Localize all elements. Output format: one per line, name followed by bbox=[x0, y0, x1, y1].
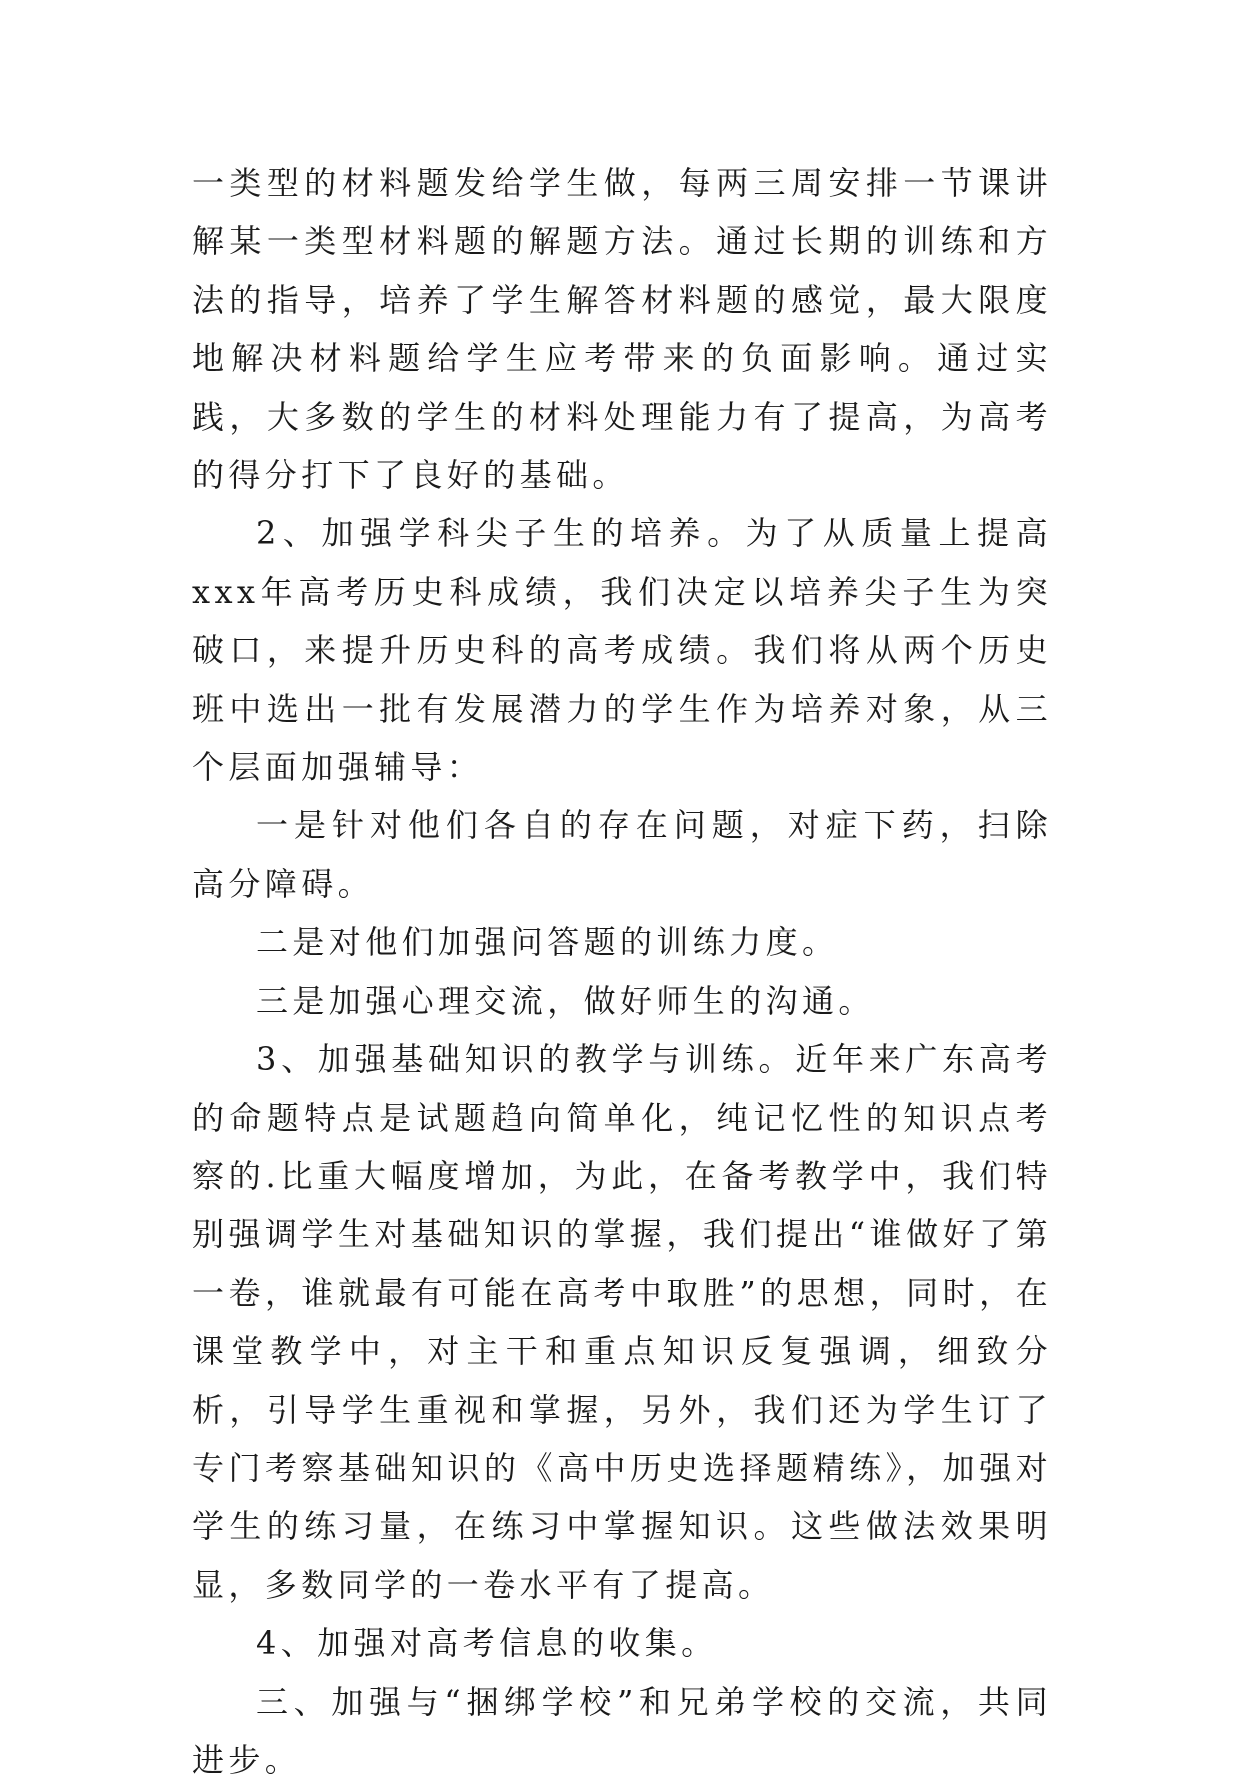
paragraph-item-4: 4、加强对高考信息的收集。 bbox=[256, 1624, 718, 1663]
section-heading-3: 三、加强与“捆绑学校”和兄弟学校的交流，共同进步。 bbox=[192, 1682, 1052, 1779]
paragraph-subitem-3: 三是加强心理交流，做好师生的沟通。 bbox=[256, 981, 875, 1020]
paragraph-item-3: 3、加强基础知识的教学与训练。近年来广东高考的命题特点是试题趋向简单化，纯记忆性的知识点考察的.比重大幅度增加，为此，在备考教学中，我们特别强调学生对基础知识的掌握，我们提出“谁做好了第一卷，谁就最有可能在高考中取胜”的思想，同时，在课堂教学中，对主干和重点知识反复强调，细致分析，引导学生重视和掌握，另外，我们还为学生订了专门考察基础知识的《高中历史选择题精练》，加强对学生的练习量，在练习中掌握知识。这些做法效果明显，多数同学的一卷水平有了提高。 bbox=[192, 1040, 1052, 1604]
paragraph-subitem-1: 一是针对他们各自的存在问题，对症下药，扫除高分障碍。 bbox=[192, 806, 1052, 903]
paragraph-item-2: 2、加强学科尖子生的培养。为了从质量上提高xxx年高考历史科成绩，我们决定以培养尖子生为突破口，来提升历史科的高考成绩。我们将从两个历史班中选出一批有发展潜力的学生作为培养对象，从三个层面加强辅导： bbox=[192, 514, 1052, 787]
paragraph-subitem-2: 二是对他们加强问答题的训练力度。 bbox=[256, 923, 839, 962]
document-body bbox=[192, 154, 1052, 1789]
paragraph-continuation: 一类型的材料题发给学生做，每两三周安排一节课讲解某一类型材料题的解题方法。通过长期的训练和方法的指导，培养了学生解答材料题的感觉，最大限度地解决材料题给学生应考带来的负面影响。通过实践，大多数的学生的材料处理能力有了提高，为高考的得分打下了良好的基础。 bbox=[192, 164, 1052, 495]
